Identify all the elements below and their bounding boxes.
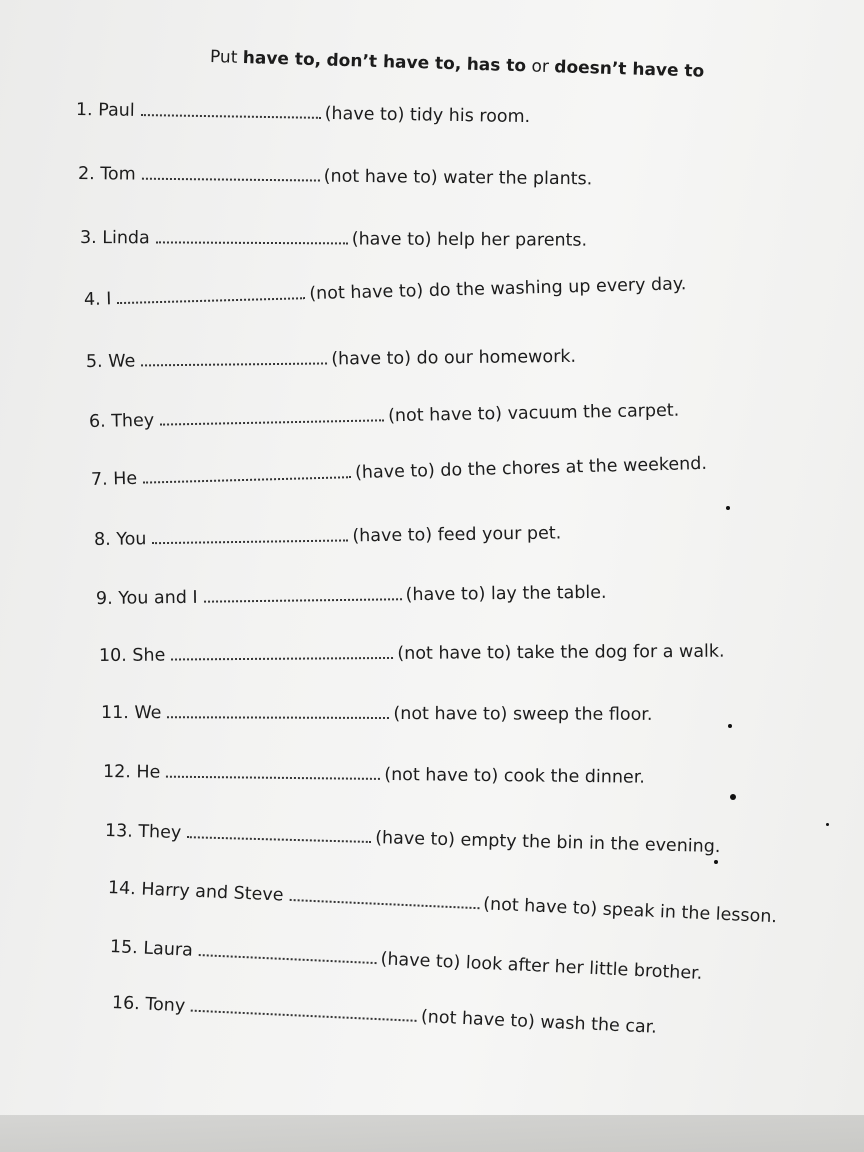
ink-speck (730, 794, 736, 800)
exercise-item (101, 703, 653, 725)
answer-blank[interactable] (117, 295, 305, 304)
exercise-item (80, 228, 587, 251)
ink-speck (826, 823, 829, 826)
exercise-item (99, 642, 725, 666)
item-subject: 10. She (98, 645, 166, 666)
item-prompt: (not have to) speak in the lesson. (482, 894, 778, 928)
exercise-item (84, 274, 687, 310)
answer-blank[interactable] (156, 239, 348, 244)
answer-blank[interactable] (142, 176, 320, 182)
item-prompt: (have to) lay the table. (405, 582, 607, 606)
item-subject: 5. We (85, 351, 136, 372)
item-prompt: (have to) do the chores at the weekend. (354, 453, 708, 484)
exercise-item (86, 347, 576, 372)
ink-speck (714, 860, 718, 864)
item-prompt: (have to) help her parents. (351, 229, 588, 251)
item-subject: 14. Harry and Steve (107, 878, 284, 906)
item-prompt: (not have to) take the dog for a walk. (397, 641, 725, 664)
item-prompt: (not have to) sweep the floor. (393, 704, 653, 725)
ink-speck (726, 506, 730, 510)
item-prompt: (have to) tidy his room. (324, 103, 531, 128)
option-dont-have-to: don’t have to, (326, 50, 462, 75)
answer-blank[interactable] (199, 952, 377, 964)
answer-blank[interactable] (187, 834, 371, 843)
answer-blank[interactable] (289, 897, 479, 909)
item-subject: 15. Laura (109, 937, 194, 961)
answer-blank[interactable] (204, 596, 402, 602)
answer-blank[interactable] (171, 655, 393, 661)
item-subject: 8. You (93, 529, 147, 550)
item-prompt: (not have to) water the plants. (323, 166, 593, 190)
option-doesnt-have-to: doesn’t have to (554, 57, 705, 82)
item-prompt: (have to) do our homework. (331, 346, 577, 370)
option-have-to: have to, (242, 47, 322, 71)
answer-blank[interactable] (160, 417, 384, 425)
exercise-item (89, 401, 680, 432)
item-subject: 2. Tom (77, 164, 136, 185)
item-prompt: (have to) empty the bin in the evening. (374, 828, 721, 858)
item-subject: 13. They (104, 821, 182, 843)
item-subject: 4. I (83, 289, 112, 310)
item-subject: 1. Paul (75, 100, 135, 121)
option-has-to: has to (466, 54, 527, 77)
answer-blank[interactable] (166, 774, 380, 780)
item-subject: 6. They (88, 410, 155, 432)
instruction-put: Put (209, 47, 238, 68)
item-prompt: (not have to) wash the car. (420, 1007, 658, 1038)
item-prompt: (have to) feed your pet. (352, 523, 562, 547)
item-subject: 9. You and I (95, 587, 198, 609)
answer-blank[interactable] (167, 714, 389, 719)
answer-blank[interactable] (141, 360, 327, 366)
item-subject: 12. He (102, 762, 161, 783)
exercise-item (108, 878, 778, 927)
item-prompt: (not have to) vacuum the carpet. (387, 400, 680, 427)
exercise-item (103, 762, 645, 788)
exercise-item (96, 583, 607, 609)
item-subject: 7. He (90, 468, 138, 490)
exercise-item (94, 523, 562, 550)
answer-blank[interactable] (191, 1008, 417, 1022)
exercise-item (78, 164, 592, 189)
item-prompt: (not have to) do the washing up every day. (309, 274, 687, 305)
exercise-item (76, 100, 530, 127)
item-subject: 3. Linda (79, 228, 150, 249)
answer-blank[interactable] (141, 112, 321, 119)
item-prompt: (not have to) cook the dinner. (384, 764, 646, 788)
exercise-item (110, 937, 703, 984)
exercise-item (105, 821, 721, 857)
worksheet-instructions (210, 47, 705, 82)
item-subject: 16. Tony (111, 993, 186, 1017)
exercise-item (91, 454, 707, 490)
item-prompt: (have to) look after her little brother. (380, 949, 703, 984)
exercise-item (112, 993, 658, 1038)
page-bottom-shadow (0, 1115, 864, 1152)
instruction-or: or (531, 56, 550, 78)
item-subject: 11. We (100, 703, 162, 724)
answer-blank[interactable] (143, 474, 351, 483)
ink-speck (728, 724, 732, 728)
answer-blank[interactable] (152, 537, 348, 544)
